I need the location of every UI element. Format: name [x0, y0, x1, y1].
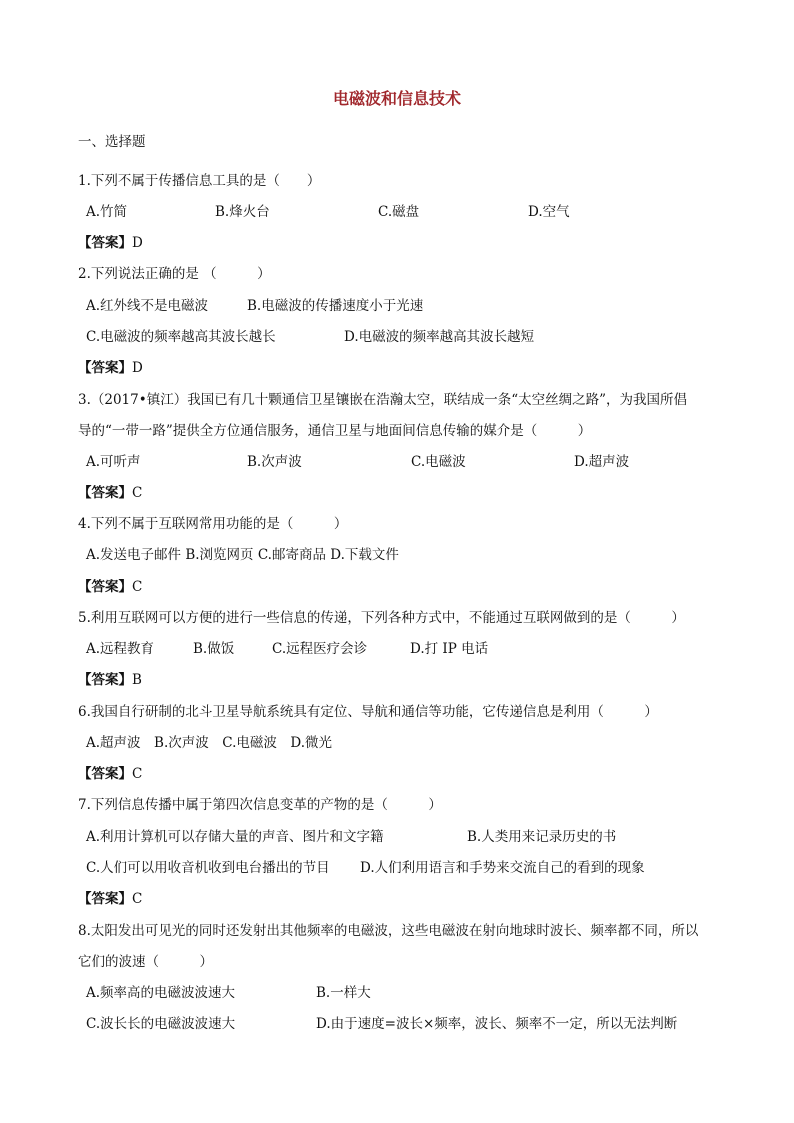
answer-value: D [132, 360, 143, 376]
answer-line [78, 359, 143, 377]
answer-line [78, 765, 142, 783]
option-b: B.电磁波的传播速度小于光速 [247, 298, 424, 314]
question-stem: 5.利用互联网可以方便的进行一些信息的传递，下列各种方式中，不能通过互联网做到的是（ ） [78, 610, 685, 626]
question-stem: 2.下列说法正确的是 （ ） [78, 266, 271, 282]
option-d: D.超声波 [574, 454, 630, 470]
option-a: A.远程教育 [86, 641, 155, 657]
option-a: A.竹简 [86, 204, 128, 220]
option-c: C.远程医疗会诊 [272, 641, 368, 657]
answer-value: C [132, 891, 143, 907]
answer-value: C [132, 766, 143, 782]
option-b: B.一样大 [316, 985, 371, 1001]
answer-label: 【答案】 [78, 672, 132, 688]
option-a: A.频率高的电磁波波速大 [86, 985, 236, 1001]
answer-line [78, 484, 142, 502]
option-a: A.可听声 [86, 454, 141, 470]
option-c: C.人们可以用收音机收到电台播出的节目 [86, 860, 330, 876]
question-stem: 8.太阳发出可见光的同时还发射出其他频率的电磁波，这些电磁波在射向地球时波长、频率都不同，所以 [78, 923, 699, 939]
answer-label: 【答案】 [78, 891, 132, 907]
question-stem: 7.下列信息传播中属于第四次信息变革的产物的是（ ） [78, 797, 442, 813]
answer-label: 【答案】 [78, 579, 132, 595]
answer-line [78, 890, 142, 908]
question-stem: 3.（2017•镇江）我国已有几十颗通信卫星镶嵌在浩瀚太空，联结成一条“太空丝绸之路”，为我国所倡 [78, 392, 688, 408]
answer-value: C [132, 485, 143, 501]
answer-label: 【答案】 [78, 360, 132, 376]
answer-line [78, 234, 143, 252]
option-c: C.磁盘 [378, 204, 420, 220]
answer-value: B [132, 672, 142, 688]
option-b: B.烽火台 [215, 204, 270, 220]
option-row: A.发送电子邮件 B.浏览网页 C.邮寄商品 D.下载文件 [86, 547, 399, 563]
option-a: A.红外线不是电磁波 [86, 298, 209, 314]
question-stem: 6.我国自行研制的北斗卫星导航系统具有定位、导航和通信等功能，它传递信息是利用（ ） [78, 704, 658, 720]
page-title: 电磁波和信息技术 [332, 89, 461, 108]
option-row: A.超声波 B.次声波 C.电磁波 D.微光 [86, 735, 333, 751]
question-stem: 1.下列不属于传播信息工具的是（ ） [78, 173, 321, 189]
answer-label: 【答案】 [78, 485, 132, 501]
option-d: D.人们利用语言和手势来交流自己的看到的现象 [360, 860, 645, 876]
option-b: B.做饭 [193, 641, 235, 657]
option-c: C.电磁波 [411, 454, 466, 470]
answer-value: C [132, 579, 143, 595]
option-d: D.电磁波的频率越高其波长越短 [344, 329, 535, 345]
option-b: B.次声波 [247, 454, 302, 470]
option-c: C.电磁波的频率越高其波长越长 [86, 329, 276, 345]
option-d: D.打 IP 电话 [410, 641, 489, 657]
answer-label: 【答案】 [78, 766, 132, 782]
option-d: D.空气 [528, 204, 570, 220]
question-stem-cont: 导的“一带一路”提供全方位通信服务，通信卫星与地面间信息传输的媒介是（ ） [78, 423, 592, 439]
answer-line [78, 671, 142, 689]
answer-label: 【答案】 [78, 235, 132, 251]
option-b: B.人类用来记录历史的书 [467, 829, 617, 845]
answer-value: D [132, 235, 143, 251]
answer-line [78, 578, 142, 596]
option-a: A.利用计算机可以存储大量的声音、图片和文字籍 [86, 829, 384, 845]
option-c: C.波长长的电磁波波速大 [86, 1016, 236, 1032]
question-stem: 4.下列不属于互联网常用功能的是（ ） [78, 516, 348, 532]
section-heading: 一、选择题 [78, 134, 146, 150]
option-d: D.由于速度=波长×频率，波长、频率不一定，所以无法判断 [316, 1016, 678, 1032]
question-stem-cont: 它们的波速（ ） [78, 954, 213, 970]
